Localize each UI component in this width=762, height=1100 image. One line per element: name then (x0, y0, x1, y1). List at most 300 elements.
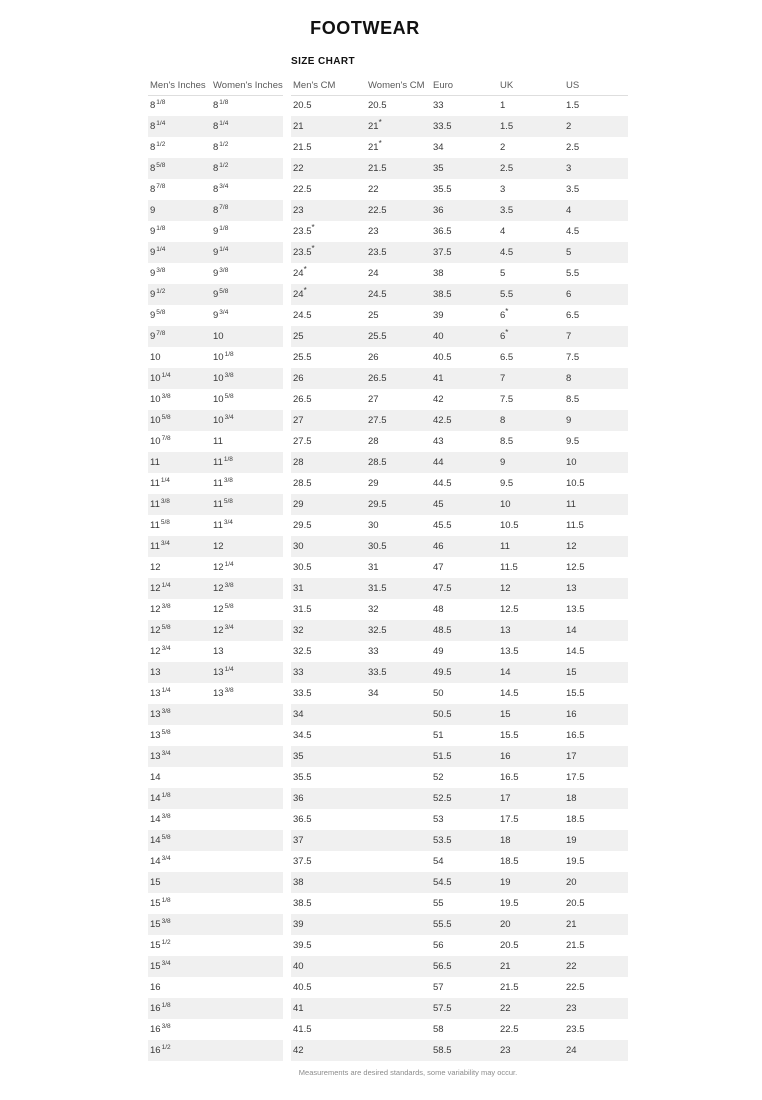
cell: 38.5 (293, 898, 312, 909)
cell: 22.5 (366, 200, 431, 221)
inches-table (148, 78, 283, 1061)
cell: 11 (498, 536, 564, 557)
cell: 22 (368, 184, 379, 195)
cell: 23 (291, 200, 366, 221)
cell: 20 (564, 872, 628, 893)
cell: 18.5 (566, 814, 585, 825)
cell (211, 914, 283, 935)
size-chart-heading: SIZE CHART (291, 56, 355, 67)
table-row (148, 998, 283, 1019)
cell: 13.5 (500, 646, 519, 657)
table-row (291, 284, 628, 305)
cell: 2.5 (566, 142, 580, 153)
table-row (291, 452, 628, 473)
cell: 26.5 (366, 368, 431, 389)
cell: 34 (433, 142, 444, 153)
table-row (148, 1040, 283, 1061)
cell (211, 767, 283, 788)
cell: 36 (291, 788, 366, 809)
cell: $8^{7/8}$ (211, 200, 283, 221)
cell: 55 (433, 898, 444, 909)
cell: 47.5 (431, 578, 498, 599)
cell (211, 830, 283, 851)
cell: 17.5 (500, 814, 519, 825)
cell: 10 (498, 494, 564, 515)
cell: 56 (433, 940, 444, 951)
cell: 49 (433, 646, 444, 657)
cell: $12^{3/8}$ (211, 578, 283, 599)
header-row (291, 78, 628, 95)
cell: $12^{5/8}$ (213, 602, 234, 615)
cell: 49.5 (431, 662, 498, 683)
table-row (291, 389, 628, 410)
cell: 12 (150, 562, 161, 573)
metric-table-body (291, 95, 628, 1061)
table-row (291, 221, 628, 242)
cell: 29 (291, 494, 366, 515)
cell: 6 (564, 284, 628, 305)
table-row (291, 410, 628, 431)
cell: 10.5 (566, 478, 585, 489)
cell: 27 (368, 394, 379, 405)
cell: 6.5 (566, 310, 580, 321)
cell: 3 (500, 184, 506, 195)
cell: 14 (564, 620, 628, 641)
table-row (291, 347, 628, 368)
cell: $10^{7/8}$ (150, 434, 171, 447)
cell: 22 (498, 998, 564, 1019)
cell: $8^{5/8}$ (148, 158, 211, 179)
cell: 51.5 (431, 746, 498, 767)
cell: 46 (431, 536, 498, 557)
cell: 9.5 (566, 436, 580, 447)
cell: 2.5 (498, 158, 564, 179)
cell: 21* (366, 116, 431, 137)
table-row (148, 809, 283, 830)
cell: 31 (291, 578, 366, 599)
cell: 20 (498, 914, 564, 935)
cell: 27.5 (293, 436, 312, 447)
table-row (148, 788, 283, 809)
cell: 36.5 (433, 226, 452, 237)
cell: 58.5 (431, 1040, 498, 1061)
cell: $11^{3/4}$ (213, 518, 233, 531)
cell: 13 (148, 662, 211, 683)
column-header-mens-cm: Men's CM (291, 78, 366, 95)
cell: 21* (368, 138, 382, 153)
cell: 8 (498, 410, 564, 431)
table-row (148, 956, 283, 977)
cell: 16 (498, 746, 564, 767)
cell: $15^{1/2}$ (150, 938, 171, 951)
cell: 50 (433, 688, 444, 699)
column-header-euro: Euro (431, 78, 498, 95)
cell: 32 (291, 620, 366, 641)
cell: 17.5 (566, 772, 585, 783)
cell: 37 (291, 830, 366, 851)
table-row (148, 221, 283, 242)
table-row (148, 1019, 283, 1040)
cell: $14^{1/8}$ (148, 788, 211, 809)
table-row (291, 1019, 628, 1040)
cell: 16 (564, 704, 628, 725)
table-row (291, 473, 628, 494)
cell: 12 (564, 536, 628, 557)
table-row (148, 116, 283, 137)
cell: $8^{1/2}$ (211, 158, 283, 179)
table-row (148, 746, 283, 767)
cell: 3 (564, 158, 628, 179)
cell: 48 (433, 604, 444, 615)
cell: 22 (564, 956, 628, 977)
table-row (148, 305, 283, 326)
cell: 35.5 (293, 772, 312, 783)
cell: $15^{1/8}$ (150, 896, 171, 909)
cell: 21 (291, 116, 366, 137)
table-row (291, 683, 628, 704)
table-row (291, 557, 628, 578)
cell: 16.5 (566, 730, 585, 741)
cell: 41 (431, 368, 498, 389)
cell: $13^{5/8}$ (150, 728, 171, 741)
table-row (291, 872, 628, 893)
cell: 39 (291, 914, 366, 935)
cell: 35 (431, 158, 498, 179)
cell: 21.5 (566, 940, 585, 951)
cell: $14^{3/8}$ (150, 812, 171, 825)
cell: 2 (564, 116, 628, 137)
table-row (291, 767, 628, 788)
cell: 21 (564, 914, 628, 935)
table-row (291, 536, 628, 557)
cell: $12^{5/8}$ (148, 620, 211, 641)
cell: 23 (498, 1040, 564, 1061)
cell: $9^{1/4}$ (148, 242, 211, 263)
table-row (148, 200, 283, 221)
table-row (148, 872, 283, 893)
cell: 25.5 (293, 352, 312, 363)
cell: $9^{5/8}$ (211, 284, 283, 305)
cell: 28.5 (366, 452, 431, 473)
table-row (148, 179, 283, 200)
cell: 31.5 (366, 578, 431, 599)
cell: 19 (564, 830, 628, 851)
cell: 43 (433, 436, 444, 447)
cell: 14.5 (566, 646, 585, 657)
cell (211, 809, 283, 830)
cell: $10^{5/8}$ (213, 392, 234, 405)
table-row (291, 242, 628, 263)
table-row (291, 179, 628, 200)
cell: $13^{1/4}$ (150, 686, 171, 699)
cell: 9 (148, 200, 211, 221)
cell: 6.5 (500, 352, 514, 363)
table-row (148, 935, 283, 956)
cell: 33 (368, 646, 379, 657)
cell: 28.5 (293, 478, 312, 489)
cell: 56.5 (431, 956, 498, 977)
cell: 4 (500, 226, 506, 237)
cell: 35.5 (433, 184, 452, 195)
cell: 19.5 (500, 898, 519, 909)
cell (366, 830, 431, 851)
cell: $11^{1/8}$ (211, 452, 283, 473)
cell: 15 (564, 662, 628, 683)
cell (366, 725, 431, 746)
cell: 24* (291, 284, 366, 305)
cell: 9.5 (500, 478, 514, 489)
cell: 24.5 (366, 284, 431, 305)
cell: 33.5 (366, 662, 431, 683)
column-header-us: US (564, 78, 628, 95)
cell: $9^{1/2}$ (148, 284, 211, 305)
cell: 42 (433, 394, 444, 405)
table-row (148, 263, 283, 284)
table-row (291, 830, 628, 851)
cell (366, 704, 431, 725)
cell: $15^{3/4}$ (148, 956, 211, 977)
table-row (148, 683, 283, 704)
cell: $12^{1/4}$ (148, 578, 211, 599)
cell: $8^{1/4}$ (211, 116, 283, 137)
cell: 23.5* (293, 222, 315, 237)
cell: 25 (368, 310, 379, 321)
table-row (291, 620, 628, 641)
cell: 9 (498, 452, 564, 473)
cell: $8^{1/4}$ (148, 116, 211, 137)
table-row (148, 662, 283, 683)
table-row (291, 788, 628, 809)
cell: $16^{1/8}$ (148, 998, 211, 1019)
cell: 8.5 (566, 394, 580, 405)
cell: 23 (564, 998, 628, 1019)
cell: $14^{5/8}$ (148, 830, 211, 851)
cell: 20.5 (293, 100, 312, 112)
table-row (291, 704, 628, 725)
cell: 23.5* (291, 242, 366, 263)
table-row (291, 116, 628, 137)
cell: 15 (498, 704, 564, 725)
cell (211, 977, 283, 998)
inches-table-body (148, 95, 283, 1061)
cell: 14.5 (500, 688, 519, 699)
cell: 33.5 (431, 116, 498, 137)
cell: 52.5 (431, 788, 498, 809)
cell: 1.5 (566, 100, 580, 112)
table-row (291, 809, 628, 830)
table-row (148, 914, 283, 935)
cell (211, 1019, 283, 1040)
cell: $10^{5/8}$ (148, 410, 211, 431)
cell (366, 872, 431, 893)
cell: $16^{1/2}$ (148, 1040, 211, 1061)
cell: 15 (148, 872, 211, 893)
cell: $9^{3/8}$ (213, 266, 229, 279)
cell: 13.5 (566, 604, 585, 615)
cell (211, 956, 283, 977)
cell: 12 (211, 536, 283, 557)
cell: $8^{1/2}$ (150, 140, 166, 153)
table-row (148, 599, 283, 620)
cell (366, 809, 431, 830)
cell: 47 (433, 562, 444, 573)
cell: $11^{3/8}$ (213, 476, 233, 489)
cell: 16 (150, 982, 161, 993)
cell: 50.5 (431, 704, 498, 725)
cell: 33.5 (293, 688, 312, 699)
table-row (291, 977, 628, 998)
cell: 11.5 (566, 520, 584, 531)
cell: 41.5 (293, 1024, 312, 1035)
cell: 30.5 (366, 536, 431, 557)
cell: 40.5 (433, 352, 452, 363)
cell (211, 704, 283, 725)
cell: 11 (564, 494, 628, 515)
cell: 28 (368, 436, 379, 447)
column-header-womens-cm: Women's CM (366, 78, 431, 95)
column-header-womens-inches: Women's Inches (211, 78, 283, 95)
cell: 21.5 (293, 142, 312, 153)
table-row (148, 830, 283, 851)
cell: $16^{3/8}$ (150, 1022, 171, 1035)
cell: 5 (564, 242, 628, 263)
cell: 11 (213, 436, 223, 447)
cell (366, 977, 431, 998)
cell: 8.5 (500, 436, 514, 447)
table-row (148, 137, 283, 158)
cell: $9^{7/8}$ (148, 326, 211, 347)
cell: $9^{1/8}$ (150, 224, 166, 237)
cell: 30 (368, 520, 379, 531)
cell: 36.5 (293, 814, 312, 825)
cell: 9 (564, 410, 628, 431)
cell: 34.5 (293, 730, 312, 741)
cell (366, 935, 431, 956)
cell: 19.5 (566, 856, 585, 867)
table-row (148, 473, 283, 494)
cell (366, 767, 431, 788)
cell: 12.5 (500, 604, 519, 615)
table-row (291, 494, 628, 515)
cell: 44 (431, 452, 498, 473)
cell: 57 (433, 982, 444, 993)
cell: $8^{1/8}$ (213, 99, 229, 112)
cell: 22 (291, 158, 366, 179)
cell: 3.5 (498, 200, 564, 221)
cell: 11.5 (500, 562, 518, 573)
cell: $11^{5/8}$ (150, 518, 170, 531)
cell: 42.5 (431, 410, 498, 431)
cell: 37.5 (431, 242, 498, 263)
cell: 10 (211, 326, 283, 347)
cell: 13 (213, 646, 224, 657)
table-row (291, 326, 628, 347)
cell: 32.5 (293, 646, 312, 657)
table-row (291, 305, 628, 326)
table-row (148, 431, 283, 452)
cell: 5.5 (498, 284, 564, 305)
table-row (291, 935, 628, 956)
cell: 7.5 (500, 394, 514, 405)
cell: 40 (291, 956, 366, 977)
table-row (148, 368, 283, 389)
cell: 15.5 (500, 730, 519, 741)
table-row (291, 914, 628, 935)
cell: $9^{3/8}$ (150, 266, 166, 279)
table-row (291, 515, 628, 536)
cell: 23 (368, 226, 379, 237)
cell: $13^{3/8}$ (213, 686, 234, 699)
table-row (291, 368, 628, 389)
table-row (148, 452, 283, 473)
table-row (148, 557, 283, 578)
table-row (148, 494, 283, 515)
cell: $9^{3/4}$ (213, 308, 229, 321)
cell: 26 (291, 368, 366, 389)
cell: 38 (291, 872, 366, 893)
cell: $12^{3/4}$ (150, 644, 171, 657)
cell: 2 (500, 142, 506, 153)
cell: 29.5 (293, 520, 312, 531)
cell: 10.5 (500, 520, 519, 531)
cell: $10^{3/8}$ (150, 392, 171, 405)
cell: $11^{1/4}$ (150, 476, 170, 489)
cell: $15^{3/8}$ (148, 914, 211, 935)
cell: $11^{5/8}$ (211, 494, 283, 515)
cell: 37.5 (293, 856, 312, 867)
cell (366, 893, 431, 914)
table-row (291, 137, 628, 158)
cell: 54.5 (431, 872, 498, 893)
cell: 25 (291, 326, 366, 347)
cell: 4.5 (566, 226, 580, 237)
cell (211, 725, 283, 746)
table-row (291, 200, 628, 221)
size-chart-tables (148, 78, 762, 1061)
cell (211, 998, 283, 1019)
table-row (148, 284, 283, 305)
cell: 38 (433, 268, 444, 279)
cell: 51 (433, 730, 444, 741)
cell: $14^{3/4}$ (150, 854, 171, 867)
cell: 15.5 (566, 688, 585, 699)
table-row (148, 851, 283, 872)
table-row (291, 95, 628, 116)
table-row (291, 1040, 628, 1061)
table-row (148, 704, 283, 725)
table-row (148, 515, 283, 536)
cell: 28 (291, 452, 366, 473)
table-row (291, 641, 628, 662)
cell: 6* (498, 326, 564, 347)
cell: 33 (291, 662, 366, 683)
cell: 25.5 (366, 326, 431, 347)
table-row (291, 263, 628, 284)
cell: 3.5 (566, 184, 580, 195)
cell: 17 (498, 788, 564, 809)
cell: 29.5 (366, 494, 431, 515)
cell: 39.5 (293, 940, 312, 951)
cell: $8^{1/8}$ (150, 99, 166, 112)
table-row (291, 662, 628, 683)
cell: 5.5 (566, 268, 580, 279)
header-row (148, 78, 283, 95)
cell: 42 (291, 1040, 366, 1061)
cell: 7 (564, 326, 628, 347)
cell: 31.5 (293, 604, 312, 615)
cell: 20.5 (566, 898, 585, 909)
cell: 7.5 (566, 352, 580, 363)
